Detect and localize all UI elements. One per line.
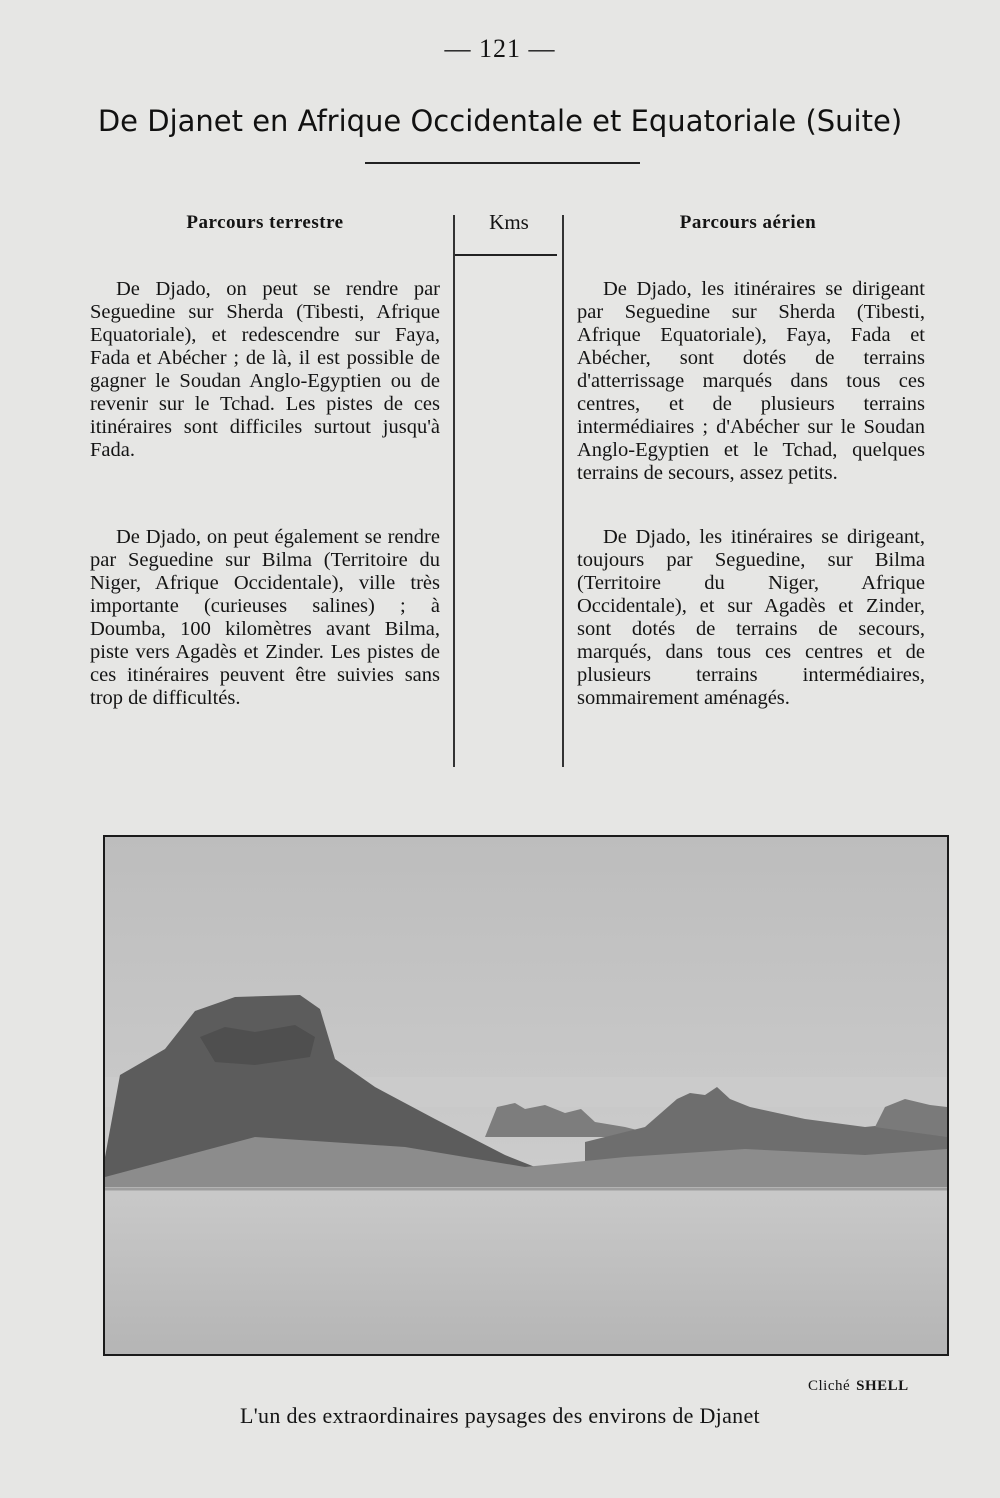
heading-parcours-aerien: Parcours aérien xyxy=(679,212,817,233)
desert-landscape-photo xyxy=(103,835,949,1356)
kms-underline xyxy=(455,254,557,256)
column-divider-left xyxy=(453,215,455,767)
heading-parcours-terrestre: Parcours terrestre xyxy=(186,212,344,233)
photo-caption: L'un des extraordinaires paysages des environs de Djanet xyxy=(240,1403,760,1428)
aerien-paragraph-2: De Djado, les itinéraires se dirigeant, toujours par Seguedine, sur Bilma (Territoire du Niger, Afrique Occidentale), et sur Agadès et Zinder, sont dotés de terrains de secours, marqués, dans tous ces centres et de plusieurs terrains intermédiaires, sommairement aménagés. xyxy=(577,526,925,709)
title-suffix: (Suite) xyxy=(805,104,903,138)
terrestre-paragraph-1: De Djado, on peut se rendre par Seguedine sur Sherda (Tibesti, Afrique Equatoriale), et redescendre sur Faya, Fada et Abécher ; de là, il est possible de gagner le Soudan Anglo-Egyptien ou de revenir sur le Tchad. Les pistes de ces itinéraires sont difficiles surtout jusqu'à Fada. xyxy=(90,278,440,461)
terrestre-paragraph-2: De Djado, on peut également se rendre par Seguedine sur Bilma (Territoire du Niger, Afrique Occidentale), ville très importante (curieuses salines) ; à Doumba, 100 kilomètres avant Bilma, piste vers Agadès et Zinder. Les pistes de ces itinéraires peuvent être suivies sans trop de difficultés. xyxy=(90,526,440,709)
credit-source: SHELL xyxy=(856,1378,909,1394)
credit-prefix: Cliché xyxy=(808,1378,851,1394)
column-divider-right xyxy=(562,215,564,767)
page-title xyxy=(40,104,960,138)
aerien-paragraph-1: De Djado, les itinéraires se dirigeant par Seguedine sur Sherda (Tibesti, Afrique Equatoriale), Faya, Fada et Abécher, sont dotés de terrains d'atterrissage marqués dans tous ces centres, et de plusieurs terrains intermédiaires ; d'Abécher sur le Soudan Anglo-Egyptien et le Tchad, quelques terrains de secours, assez petits. xyxy=(577,278,925,484)
page-number: — 121 — xyxy=(444,34,556,63)
heading-kms: Kms xyxy=(489,210,529,234)
photo-credit xyxy=(808,1378,909,1395)
title-divider xyxy=(365,162,640,164)
title-main: De Djanet en Afrique Occidentale et Equatoriale xyxy=(97,104,797,138)
